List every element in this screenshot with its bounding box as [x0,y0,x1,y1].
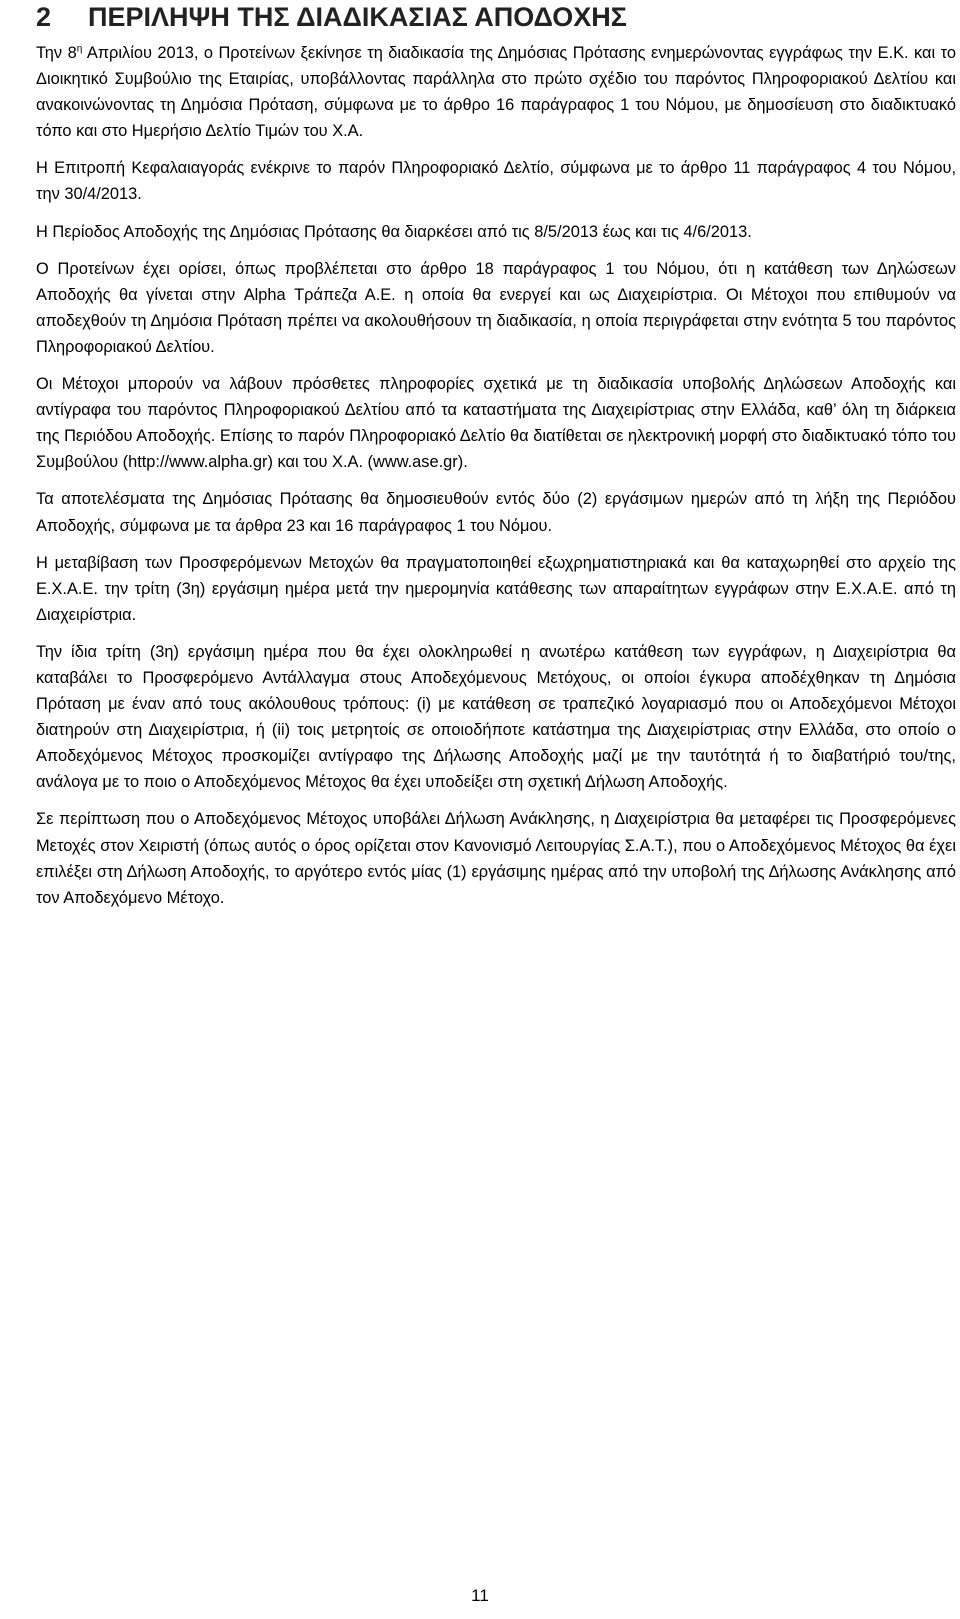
paragraph-offer-start-text: Απριλίου 2013, ο Προτείνων ξεκίνησε τη διαδικασία της Δημόσιας Πρότασης ενημερώνοντας εγγράφως την Ε.Κ. και το Διοικητικό Συμβούλιο της Εταιρίας, υποβάλλοντας παράλληλα στο πρώτο σχέδιο του παρόντος Πληροφοριακού Δελτίου και ανακοινώνοντας τη Δημόσια Πρόταση, σύμφωνα με το άρθρο 16 παράγραφος 1 του Νόμου, με δημοσίευση στο διαδικτυακό τόπο και στο Ημερήσιο Δελτίο Τιμών του Χ.Α. [36,44,956,141]
paragraph-administrator: Ο Προτείνων έχει ορίσει, όπως προβλέπεται στο άρθρο 18 παράγραφος 1 του Νόμου, ότι η κατάθεση των Δηλώσεων Αποδοχής θα γίνεται στην Alpha Τράπεζα Α.Ε. η οποία θα ενεργεί και ως Διαχειρίστρια. Οι Μέτοχοι που επιθυμούν να αποδεχθούν τη Δημόσια Πρόταση πρέπει να ακολουθήσουν τη διαδικασία, η οποία περιγράφεται στην ενότητα 5 του παρόντος Πληροφοριακού Δελτίου. [36,259,956,356]
paragraph-acceptance-period: Η Περίοδος Αποδοχής της Δημόσιας Πρότασης θα διαρκέσει από τις 8/5/2013 έως και τις 4/6/2013. [36,222,752,241]
ordinal-superscript: η [76,43,83,55]
paragraph-revocation: Σε περίπτωση που ο Αποδεχόμενος Μέτοχος υποβάλει Δήλωση Ανάκλησης, η Διαχειρίστρια θα μεταφέρει τις Προσφερόμενες Μετοχές στον Χειριστή (όπως αυτός ο όρος ορίζεται στον Κανονισμό Λειτουργίας Σ.Α.Τ.), που ο Αποδεχόμενος Μέτοχος θα έχει επιλέξει στη Δήλωση Αποδοχής, το αργότερο εντός μίας (1) εργάσιμης ημέρας από την υποβολή της Δήλωσης Ανάκλησης από τον Αποδεχόμενο Μέτοχο. [36,810,956,907]
section-heading [36,0,936,34]
section-number: 2 [36,2,52,32]
paragraph-transfer: Η μεταβίβαση των Προσφερόμενων Μετοχών θα πραγματοποιηθεί εξωχρηματιστηριακά και θα καταχωρηθεί στο αρχείο της Ε.Χ.Α.Ε. την τρίτη (3η) εργάσιμη ημέρα μετά την ημερομηνία κατάθεσης των απαραίτητων εγγράφων στην Ε.Χ.Α.Ε. από τη Διαχειρίστρια. [36,553,956,624]
paragraph-results: Τα αποτελέσματα της Δημόσιας Πρότασης θα δημοσιευθούν εντός δύο (2) εργάσιμων ημερών από τη λήξη της Περιόδου Αποδοχής, σύμφωνα με τα άρθρα 23 και 16 παράγραφος 1 του Νόμου. [36,490,956,535]
paragraph-approval: Η Επιτροπή Κεφαλαιαγοράς ενέκρινε το παρόν Πληροφοριακό Δελτίο, σύμφωνα με το άρθρο 11 παράγραφος 4 του Νόμου, την 30/4/2013. [36,159,956,204]
paragraph-payment: Την ίδια τρίτη (3η) εργάσιμη ημέρα που θα έχει ολοκληρωθεί η ανωτέρω κατάθεση των εγγράφων, η Διαχειρίστρια θα καταβάλει το Προσφερόμενο Αντάλλαγμα στους Αποδεχόμενους Μετόχους, οι οποίοι έγκυρα αποδέχθηκαν τη Δημόσια Πρόταση με έναν από τους ακόλουθους τρόπους: (i) με κατάθεση σε τραπεζικό λογαριασμό που οι Αποδεχόμενοι Μέτοχοι διατηρούν στη Διαχειρίστρια, ή (ii) τοις μετρητοίς σε οποιοδήποτε κατάστημα της Διαχειρίστριας στην Ελλάδα, στο οποίο ο Αποδεχόμενος Μέτοχος προσκομίζει αντίγραφο της Δήλωσης Αποδοχής μαζί με την ταυτότητά ή το διαβατήριό του/της, ανάλογα με το ποιο ο Αποδεχόμενος Μέτοχος θα έχει υποδείξει στη σχετική Δήλωση Αποδοχής. [36,642,956,792]
section-title: ΠΕΡΙΛΗΨΗ ΤΗΣ ΔΙΑΔΙΚΑΣΙΑΣ ΑΠΟΔΟΧΗΣ [88,2,627,32]
paragraph-offer-start-lead: Την 8 [36,44,77,62]
paragraph-offer-start [36,40,956,144]
section-body [36,40,956,922]
paragraph-information: Οι Μέτοχοι μπορούν να λάβουν πρόσθετες πληροφορίες σχετικά με τη διαδικασία υποβολής Δηλώσεων Αποδοχής και αντίγραφα του παρόντος Πληροφοριακού Δελτίου από τα καταστήματα της Διαχειρίστριας στην Ελλάδα, καθ’ όλη τη διάρκεια της Περιόδου Αποδοχής. Επίσης το παρόν Πληροφοριακό Δελτίο θα διατίθεται σε ηλεκτρονική μορφή στο διαδικτυακό τόπο του Συμβούλου (http://www.alpha.gr) και του Χ.Α. (www.ase.gr). [36,375,956,472]
page-number: 11 [471,1586,489,1605]
